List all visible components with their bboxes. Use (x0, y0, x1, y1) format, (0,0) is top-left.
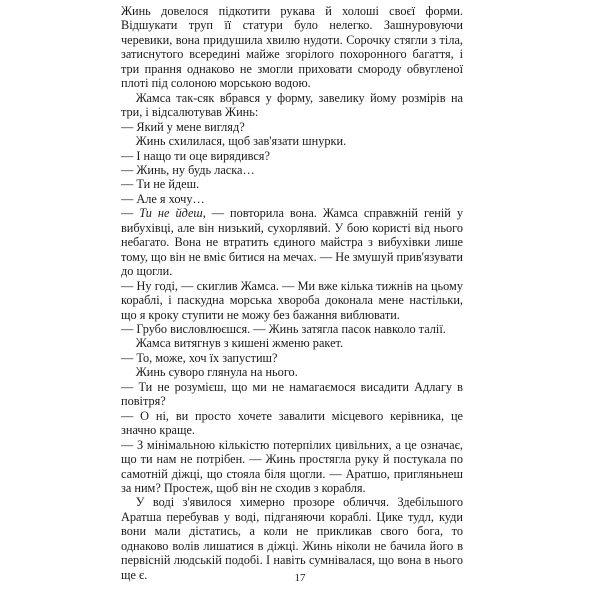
paragraph: Жамса так-сяк вбрався у форму, завелику йому розмірів на три, і відсалютував Жинь: (121, 90, 463, 120)
paragraph: Жинь довелося підкотити рукава й холоші своєї форми. Відшукати труп її статури було нелегко. Зашнуровуючи черевики, вона придушила хвилю нудоти. Сорочку стягли з тіла, затиснутого всередині майже згорілого похоронного багаття, і три прання однаково не змогли приховати смороду обвугленої плоті під солоною морською водою. (121, 4, 463, 91)
paragraph: Жинь суворо глянула на нього. (135, 365, 298, 380)
page-number: 17 (294, 572, 306, 584)
dialogue-line: — Але я хочу… (121, 191, 205, 206)
paragraph: Жамса витягнув з кишені жменю ракет. (135, 336, 344, 351)
paragraph: У воді з'явилося химерно прозоре обличчя. Здебільшого Аратша перебував у воді, підганяючи кораблі. Цике тудл, куди вони мали дістатись, а коли не прикликав свого бога, то однаково волів лишатися в діжці. Жинь ніколи не бачила його в первісній людській подобі. І навіть сумнівалася, що вона в нього ще є. (121, 495, 463, 582)
dialogue-line: — З мінімальною кількістю потерпілих цивільних, а це означає, що ти нам не потрібен. — Жинь простягла руку й постукала по самотній діжці, що стояла біля щогли. — Аратшо, пригляньнеш за ним? Простеж, щоб він не сходив з корабля. (121, 437, 463, 495)
dialogue-line: — Ну годі, — скиглив Жамса. — Ми вже кілька тижнів на цьому кораблі, і паскудна морська хвороба доконала мене настільки, що я кроку ступити не можу без бажання виблювати. (121, 278, 463, 322)
dialogue-line: — О ні, ви просто хочете завалити місцевого керівника, це значно краще. (121, 408, 463, 438)
paragraph: Жинь схилилася, щоб зав'язати шнурки. (135, 134, 347, 149)
dialogue-line: — Грубо висловлюєшся. — Жинь затягла пасок навколо талії. (121, 321, 446, 336)
body-text (121, 4, 463, 582)
dialogue-line: — Ти не йдеш. (121, 177, 200, 192)
dialogue-line: — Жинь, ну будь ласка… (121, 162, 255, 177)
dialogue-line: — І нащо ти оце вирядився? (121, 148, 270, 163)
dialogue-line-emphasis: — Ти не йдеш, — повторила вона. Жамса справжній геній у вибухівці, але він низький, сухорлявий. У бою користі від нього небагато. Вона не втратить єдиного майстра з вибухівки лише тому, що він не вміє битися на мечах. — Не змушуй прив'язувати до щогли. (121, 206, 463, 279)
dialogue-line: — Ти не розумієш, що ми не намагаємося висадити Адлагу в повітря? (121, 379, 463, 409)
emphasized-phrase: Ти не йдеш (139, 206, 203, 221)
dialogue-line: — То, може, хоч їх запустиш? (121, 350, 278, 365)
dialogue-line: — Який у мене вигляд? (121, 119, 245, 134)
